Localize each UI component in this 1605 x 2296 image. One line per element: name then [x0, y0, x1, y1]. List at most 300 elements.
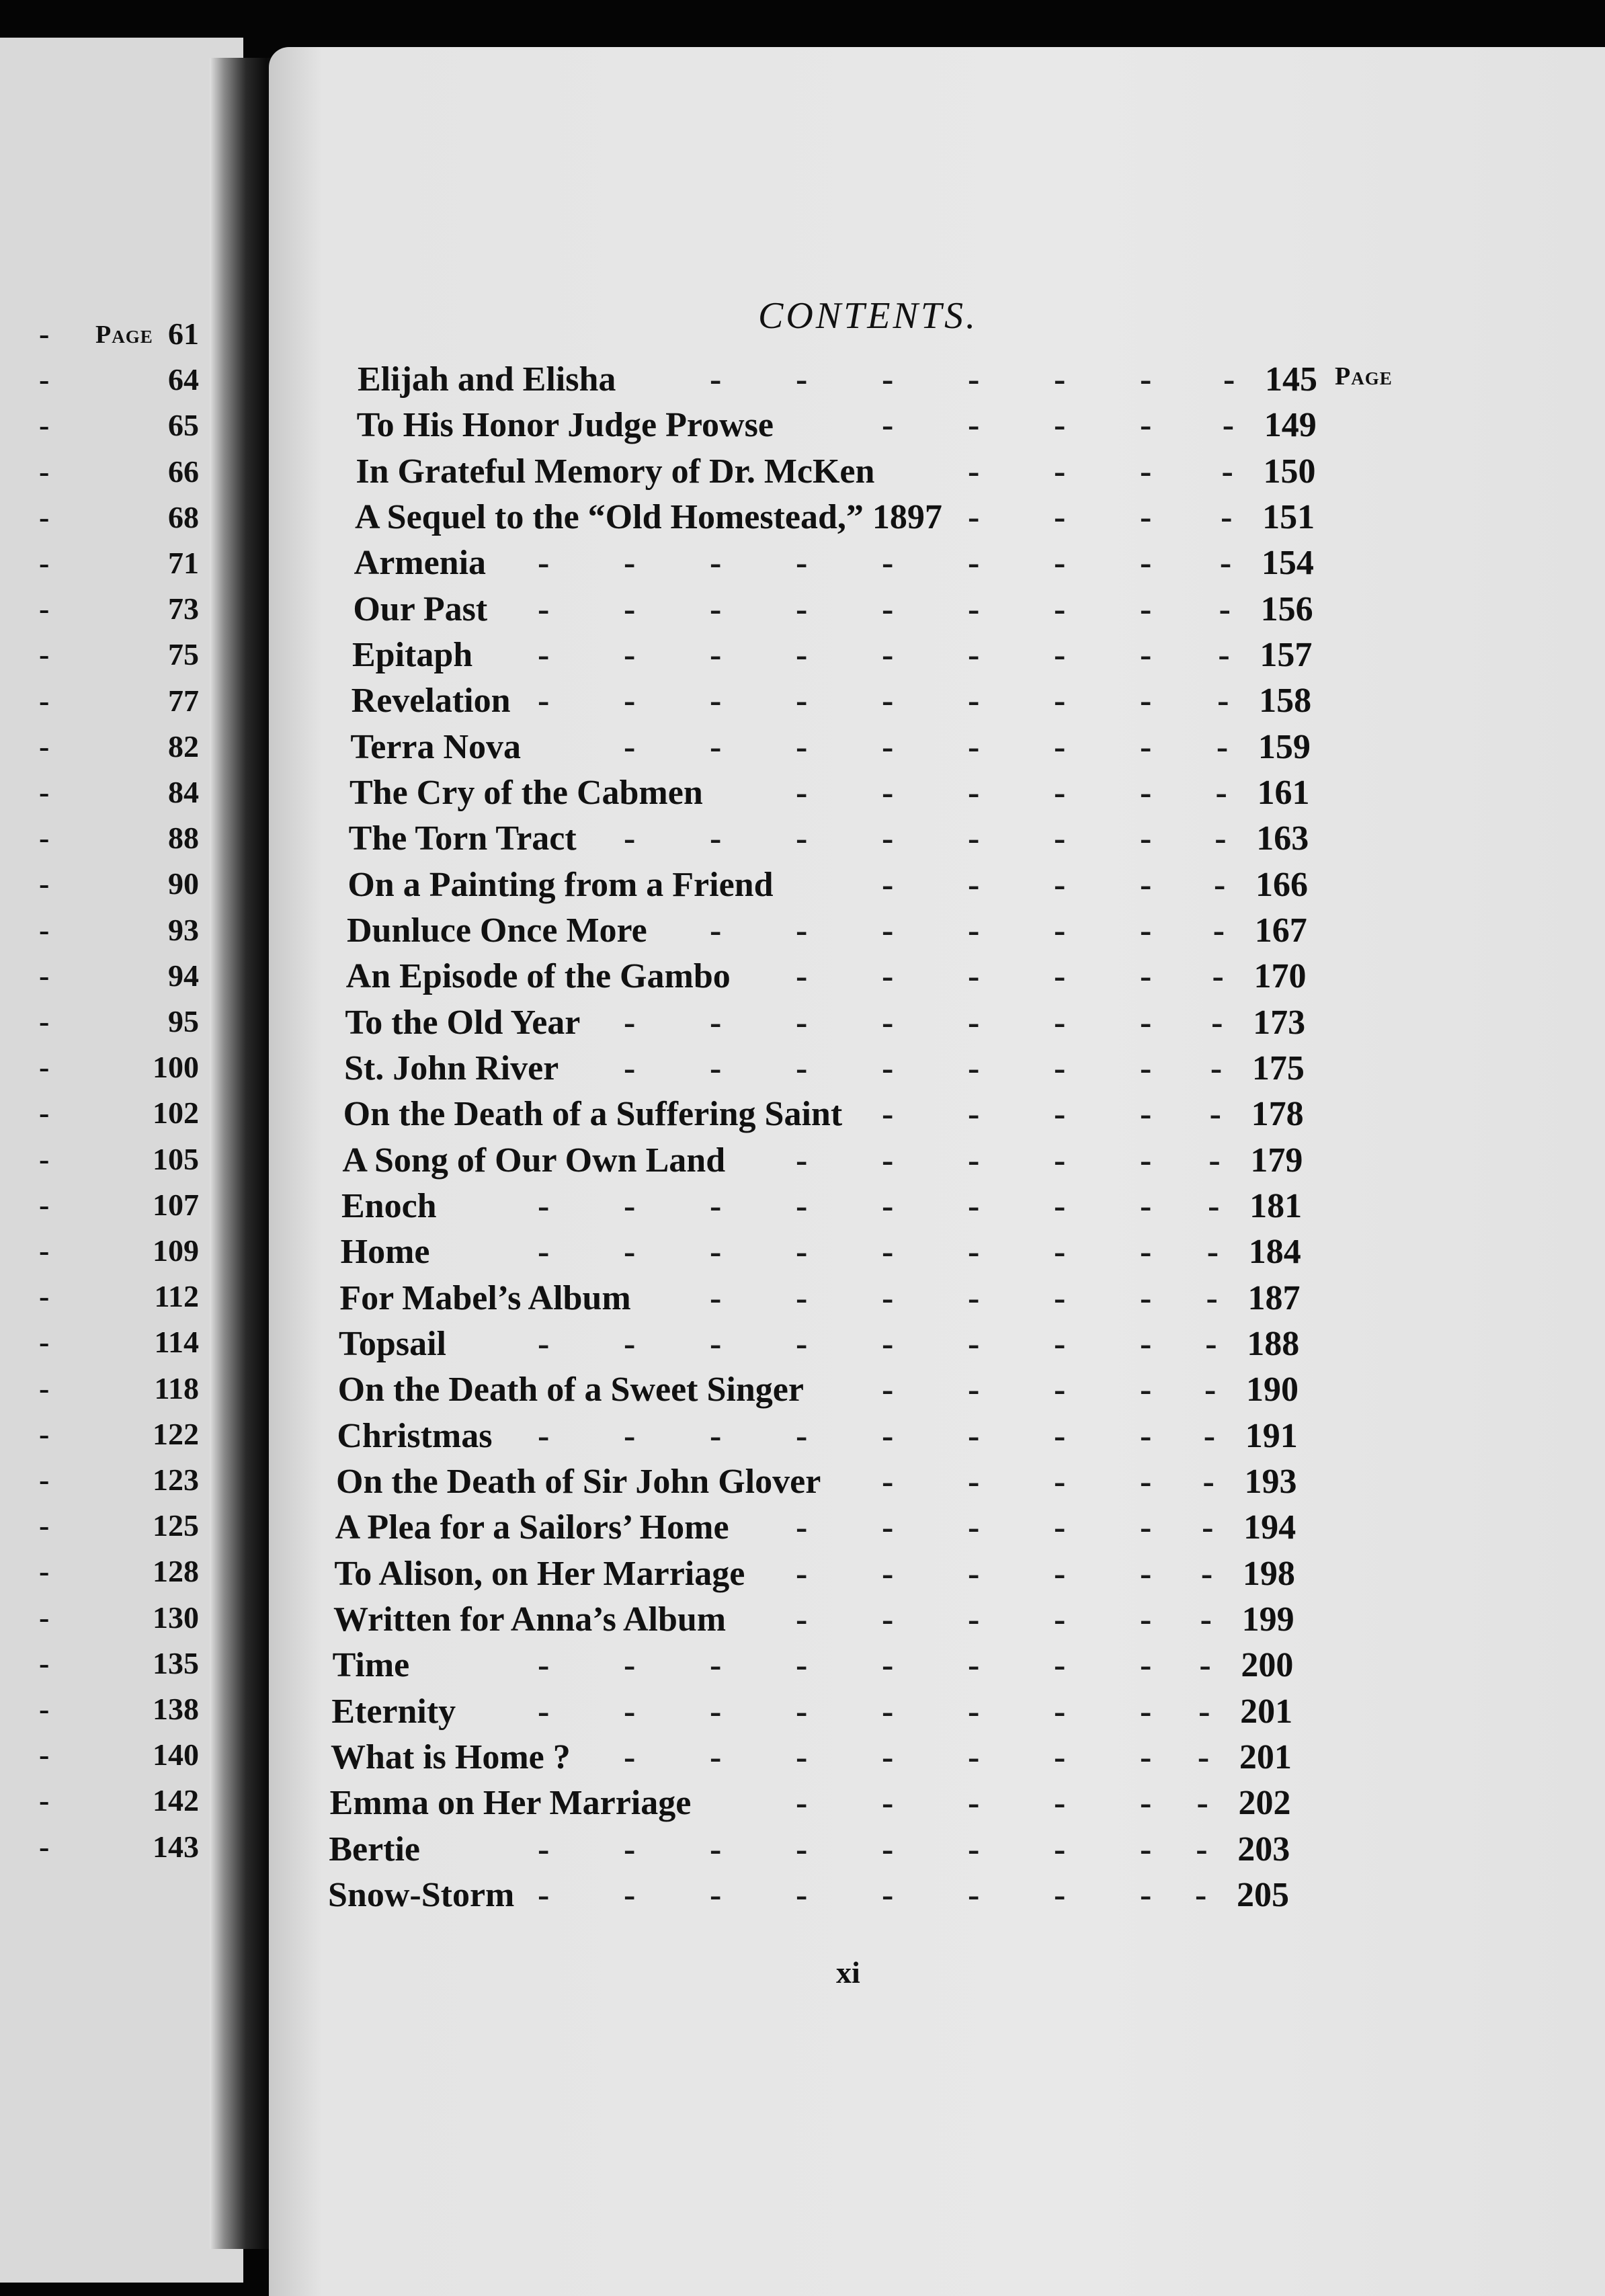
page-number: 114: [154, 1325, 199, 1360]
leader-dash: -: [1053, 1646, 1066, 1685]
leader-dots: [353, 587, 1313, 632]
toc-entry-page: 201: [1239, 1738, 1292, 1776]
leader-dash: -: [795, 544, 808, 583]
page-number: 118: [154, 1370, 199, 1405]
leader-dash: -: [624, 1738, 636, 1776]
leader-dash: -: [1053, 1554, 1066, 1593]
leader-dash: -: [1139, 1692, 1152, 1731]
leader-dash: -: [881, 819, 894, 858]
leader-dots: [338, 1367, 1299, 1413]
leader-dash: -: [1054, 1876, 1066, 1914]
toc-entry-title: Armenia: [354, 544, 487, 583]
toc-entry-page: 194: [1243, 1508, 1297, 1547]
leader-dash: -: [1054, 1738, 1066, 1776]
leader-dash: -: [968, 1876, 980, 1914]
leader-dots: [341, 1229, 1301, 1275]
leader-dash: -: [39, 317, 50, 351]
leader-dash: -: [39, 866, 50, 901]
leader-dash: -: [1197, 1738, 1210, 1776]
leader-dash: -: [881, 1784, 894, 1823]
leader-dash: -: [1139, 957, 1152, 996]
toc-entry-title: Revelation: [351, 682, 511, 721]
leader-dash: -: [710, 636, 722, 674]
leader-dash: -: [967, 1508, 980, 1547]
leader-dash: -: [1053, 1692, 1066, 1731]
leader-dash: -: [1139, 1416, 1152, 1455]
toc-entry-page: 187: [1247, 1278, 1301, 1317]
leader-dash: -: [795, 1141, 808, 1180]
leader-dash: -: [1139, 1095, 1152, 1134]
toc-entry: [339, 1276, 1300, 1321]
page-number: 90: [168, 866, 199, 901]
leader-dash: -: [709, 1233, 722, 1272]
page-number: 73: [168, 591, 199, 626]
leader-dash: -: [1202, 1463, 1215, 1501]
leader-dash: -: [1053, 1784, 1066, 1823]
leader-dash: -: [1140, 774, 1152, 812]
leader-dash: -: [537, 1646, 550, 1685]
toc-entry: [343, 1092, 1304, 1137]
leader-dash: -: [796, 1049, 808, 1088]
toc-entry-page: 203: [1237, 1830, 1290, 1869]
page-number: 68: [168, 499, 199, 534]
leader-dash: -: [796, 360, 808, 399]
leader-dash: -: [709, 589, 722, 628]
leader-dash: -: [795, 819, 808, 858]
leader-dash: -: [624, 1876, 636, 1914]
leader-dash: -: [967, 544, 980, 583]
leader-dash: -: [39, 1692, 50, 1726]
leader-dots: [345, 1000, 1305, 1046]
leader-dash: -: [1199, 1646, 1211, 1685]
leader-dash: -: [795, 1692, 808, 1731]
leader-dash: -: [881, 1278, 894, 1317]
toc-entry-page: 161: [1257, 774, 1310, 812]
leader-dash: -: [1053, 406, 1066, 445]
page-number: 88: [168, 821, 199, 856]
toc-entry-title: Eternity: [331, 1692, 456, 1731]
leader-dots: [331, 1735, 1292, 1780]
leader-dots: [333, 1643, 1294, 1688]
leader-dash: -: [39, 821, 50, 856]
leader-dash: -: [968, 1325, 980, 1363]
leader-dash: -: [1053, 819, 1066, 858]
leader-dash: -: [968, 360, 980, 399]
leader-dash: -: [39, 775, 50, 809]
leader-dash: -: [624, 1049, 636, 1088]
leader-dots: [331, 1689, 1292, 1735]
toc-entry-page: 175: [1251, 1049, 1305, 1088]
leader-dash: -: [39, 1370, 50, 1405]
toc-entry: [338, 1367, 1299, 1413]
leader-dash: -: [881, 1095, 894, 1134]
leader-dots: [350, 725, 1310, 770]
toc-entry: [358, 357, 1317, 403]
toc-entry-title: Home: [340, 1233, 430, 1272]
leader-dash: -: [1053, 1370, 1066, 1409]
toc-entry-title: On a Painting from a Friend: [347, 865, 774, 904]
toc-entry: [352, 632, 1312, 678]
leader-dash: -: [795, 1508, 808, 1547]
toc-entry: [341, 1229, 1301, 1275]
leader-dash: -: [968, 1049, 980, 1088]
leader-dash: -: [39, 1508, 50, 1543]
leader-dash: -: [538, 636, 550, 674]
toc-entry-page: 163: [1256, 819, 1309, 858]
leader-dots: [339, 1276, 1300, 1321]
toc-entry-title: Christmas: [337, 1416, 493, 1455]
page-number: 109: [153, 1233, 199, 1268]
toc-entry: [345, 1000, 1305, 1046]
leader-dots: [356, 449, 1315, 495]
toc-entry-title: Epitaph: [352, 636, 473, 674]
toc-entry-title: Emma on Her Marriage: [329, 1784, 692, 1823]
leader-dash: -: [1139, 406, 1152, 445]
leader-dash: -: [967, 1278, 980, 1317]
page-number: 122: [153, 1416, 199, 1451]
leader-dash: -: [1140, 1325, 1152, 1363]
leader-dash: -: [39, 683, 50, 718]
leader-dash: -: [709, 727, 722, 766]
leader-dash: -: [1139, 682, 1152, 721]
toc-entry-page: 202: [1238, 1784, 1291, 1823]
leader-dash: -: [881, 406, 894, 445]
leader-dash: -: [1139, 1830, 1152, 1869]
toc-entry: [353, 587, 1313, 632]
leader-dash: -: [968, 774, 980, 812]
leader-dash: -: [1140, 498, 1152, 536]
leader-dash: -: [967, 1416, 980, 1455]
toc-entry-title: For Mabel’s Album: [339, 1278, 631, 1317]
leader-dash: -: [882, 1325, 894, 1363]
leader-dash: -: [1213, 865, 1226, 904]
leader-dash: -: [1054, 1325, 1066, 1363]
page-number: 65: [168, 408, 199, 443]
leader-dots: [328, 1873, 1289, 1918]
leader-dots: [335, 1505, 1297, 1551]
leader-dash: -: [796, 1187, 808, 1225]
leader-dash: -: [796, 1325, 808, 1363]
leader-dash: -: [1054, 774, 1066, 812]
toc-entry: [341, 1184, 1302, 1229]
leader-dash: -: [795, 1003, 808, 1042]
leader-dash: -: [623, 589, 636, 628]
toc-entry: [347, 862, 1308, 908]
leader-dash: -: [39, 454, 50, 489]
leader-dash: -: [710, 360, 722, 399]
leader-dash: -: [623, 1233, 636, 1272]
leader-dots: [347, 862, 1308, 908]
toc-entry: [354, 540, 1314, 586]
page-number: 140: [153, 1737, 199, 1772]
leader-dash: -: [967, 1692, 980, 1731]
leader-dash: -: [882, 636, 894, 674]
leader-dash: -: [967, 1370, 980, 1409]
leader-dash: -: [1200, 1600, 1212, 1639]
leader-dash: -: [1054, 1600, 1066, 1639]
leader-dash: -: [538, 1876, 550, 1914]
leader-dash: -: [1140, 360, 1152, 399]
leader-dash: -: [967, 957, 980, 996]
leader-dash: -: [1140, 1187, 1152, 1225]
toc-entry-page: 170: [1253, 957, 1307, 996]
leader-dash: -: [1139, 1003, 1152, 1042]
leader-dash: -: [795, 682, 808, 721]
leader-dots: [343, 1092, 1304, 1137]
leader-dots: [347, 908, 1307, 954]
leader-dash: -: [709, 1416, 722, 1455]
leader-dash: -: [1221, 452, 1233, 491]
leader-dash: -: [709, 1278, 722, 1317]
leader-dash: -: [881, 1554, 894, 1593]
leader-dash: -: [39, 1783, 50, 1818]
toc-entry-title: To Alison, on Her Marriage: [334, 1554, 745, 1593]
leader-dash: -: [882, 360, 894, 399]
leader-dash: -: [537, 682, 550, 721]
toc-entry-page: 200: [1241, 1646, 1294, 1685]
leader-dash: -: [1053, 1508, 1066, 1547]
leader-dash: -: [538, 1325, 550, 1363]
leader-dash: -: [624, 1325, 636, 1363]
toc-entry-title: Dunluce Once More: [347, 911, 647, 950]
leader-dash: -: [1198, 1692, 1210, 1731]
leader-dash: -: [1139, 1508, 1152, 1547]
leader-dash: -: [1206, 1233, 1219, 1272]
leader-dash: -: [39, 1233, 50, 1268]
leader-dash: -: [623, 544, 636, 583]
leader-dash: -: [1221, 498, 1233, 536]
toc-entry-title: Our Past: [353, 589, 488, 628]
leader-dash: -: [967, 1646, 980, 1685]
leader-dash: -: [967, 1003, 980, 1042]
leader-dash: -: [39, 1141, 50, 1176]
leader-dash: -: [796, 774, 808, 812]
toc-entry: [355, 495, 1315, 540]
toc-entry-page: 150: [1263, 452, 1316, 491]
leader-dash: -: [1212, 957, 1224, 996]
leader-dash: -: [1140, 1463, 1152, 1501]
leader-dash: -: [710, 1738, 722, 1776]
leader-dash: -: [796, 1738, 808, 1776]
leader-dash: -: [537, 1416, 550, 1455]
page-number: 123: [153, 1463, 199, 1497]
leader-dash: -: [967, 452, 980, 491]
leader-dash: -: [795, 1554, 808, 1593]
leader-dash: -: [881, 1370, 894, 1409]
left-page-label: Page: [95, 321, 153, 349]
page-number: 102: [153, 1096, 199, 1131]
page-number: 138: [153, 1692, 199, 1726]
leader-dash: -: [881, 1003, 894, 1042]
leader-dash: -: [710, 1187, 722, 1225]
leader-dash: -: [1203, 1416, 1216, 1455]
leader-dash: -: [882, 774, 894, 812]
leader-dots: [334, 1551, 1295, 1597]
leader-dash: -: [796, 911, 808, 950]
leader-dash: -: [39, 546, 50, 580]
leader-dash: -: [1218, 636, 1230, 674]
leader-dash: -: [881, 1508, 894, 1547]
leader-dash: -: [1053, 865, 1066, 904]
leader-dash: -: [39, 1829, 50, 1864]
leader-dash: -: [795, 589, 808, 628]
leader-dash: -: [967, 1784, 980, 1823]
leader-dash: -: [39, 408, 50, 443]
toc-entry-title: On the Death of a Sweet Singer: [337, 1370, 804, 1409]
leader-dash: -: [881, 1692, 894, 1731]
toc-entry: [333, 1643, 1294, 1688]
leader-dash: -: [1053, 544, 1066, 583]
leader-dots: [346, 954, 1307, 999]
leader-dash: -: [1139, 1278, 1152, 1317]
leader-dash: -: [709, 819, 722, 858]
leader-dots: [352, 632, 1312, 678]
toc-entry: [349, 816, 1309, 862]
leader-dash: -: [39, 591, 50, 626]
leader-dash: -: [967, 1233, 980, 1272]
leader-dash: -: [39, 958, 50, 993]
leader-dash: -: [1217, 682, 1229, 721]
toc-entry-title: Snow-Storm: [328, 1876, 515, 1914]
leader-dash: -: [1208, 1141, 1221, 1180]
leader-dash: -: [1053, 957, 1066, 996]
leader-dash: -: [795, 727, 808, 766]
leader-dash: -: [1139, 819, 1152, 858]
leader-dash: -: [881, 957, 894, 996]
page-title: CONTENTS.: [758, 295, 978, 337]
leader-dash: -: [968, 636, 980, 674]
leader-dash: -: [709, 1003, 722, 1042]
leader-dash: -: [1140, 1600, 1152, 1639]
leader-dash: -: [537, 1692, 550, 1731]
leader-dash: -: [537, 1233, 550, 1272]
leader-dash: -: [1054, 498, 1066, 536]
leader-dash: -: [968, 1600, 980, 1639]
leader-dash: -: [1139, 1646, 1152, 1685]
leader-dash: -: [881, 682, 894, 721]
leader-dash: -: [39, 1554, 50, 1589]
leader-dash: -: [1209, 1095, 1221, 1134]
leader-dash: -: [537, 544, 550, 583]
page-number: 94: [168, 958, 199, 993]
leader-dash: -: [39, 1096, 50, 1131]
leader-dash: -: [967, 406, 980, 445]
leader-dash: -: [1212, 911, 1225, 950]
leader-dash: -: [39, 1279, 50, 1314]
leader-dots: [349, 816, 1309, 862]
toc-entry: [337, 1413, 1297, 1459]
leader-dash: -: [882, 1600, 894, 1639]
leader-dash: -: [1139, 589, 1152, 628]
leader-dash: -: [881, 1416, 894, 1455]
toc-entry: [328, 1873, 1289, 1918]
leader-dash: -: [1053, 1830, 1066, 1869]
leader-dash: -: [1200, 1554, 1213, 1593]
leader-dash: -: [1054, 1187, 1066, 1225]
leader-dash: -: [1139, 1554, 1152, 1593]
leader-dash: -: [967, 865, 980, 904]
leader-dash: -: [709, 682, 722, 721]
leader-dash: -: [1054, 911, 1066, 950]
leader-dash: -: [795, 957, 808, 996]
leader-dash: -: [881, 589, 894, 628]
leader-dash: -: [881, 865, 894, 904]
toc-entry-page: 205: [1237, 1876, 1289, 1914]
toc-entry-title: Topsail: [339, 1325, 446, 1363]
toc-entry-page: 198: [1242, 1554, 1295, 1593]
leader-dash: -: [795, 1784, 808, 1823]
leader-dots: [357, 403, 1317, 448]
toc-entry-page: 193: [1244, 1463, 1297, 1501]
toc-entry: [342, 1138, 1303, 1184]
toc-entry-title: Terra Nova: [350, 727, 522, 766]
leader-dots: [341, 1184, 1302, 1229]
leader-dash: -: [709, 1692, 722, 1731]
leader-dash: -: [623, 1003, 636, 1042]
leader-dash: -: [1223, 360, 1235, 399]
leader-dash: -: [1219, 589, 1231, 628]
toc-entry-title: Bertie: [329, 1830, 421, 1869]
page-folio: xi: [836, 1955, 860, 1990]
page-number: 130: [153, 1600, 199, 1635]
leader-dots: [355, 495, 1315, 540]
leader-dash: -: [795, 1830, 808, 1869]
leader-dash: -: [1053, 589, 1066, 628]
leader-dash: -: [39, 1416, 50, 1451]
toc-entry: [356, 449, 1315, 495]
page-number: 75: [168, 637, 199, 672]
leader-dash: -: [39, 637, 50, 672]
toc-entry-title: An Episode of the Gambo: [345, 957, 731, 996]
toc-entry-title: On the Death of Sir John Glover: [336, 1463, 821, 1501]
leader-dash: -: [967, 1830, 980, 1869]
leader-dash: -: [1139, 452, 1152, 491]
leader-dash: -: [967, 819, 980, 858]
toc-entry-page: 157: [1260, 636, 1313, 674]
page-number: 135: [153, 1645, 199, 1680]
toc-entry-title: On the Death of a Suffering Saint: [343, 1095, 843, 1134]
toc-entry-page: 173: [1253, 1003, 1306, 1042]
leader-dash: -: [1196, 1784, 1208, 1823]
toc-entry-page: 178: [1251, 1095, 1304, 1134]
leader-dash: -: [1053, 1141, 1066, 1180]
leader-dots: [329, 1827, 1290, 1873]
leader-dash: -: [537, 589, 550, 628]
toc-entry-page: 181: [1249, 1187, 1303, 1225]
leader-dash: -: [1140, 911, 1152, 950]
leader-dash: -: [623, 727, 636, 766]
leader-dash: -: [537, 1830, 550, 1869]
leader-dash: -: [39, 1050, 50, 1085]
leader-dash: -: [1215, 819, 1227, 858]
leader-dash: -: [882, 1738, 894, 1776]
page-number: 71: [168, 546, 199, 580]
leader-dash: -: [39, 1737, 50, 1772]
toc-entry-title: Enoch: [341, 1187, 437, 1225]
toc-entry-title: St. John River: [344, 1049, 559, 1088]
leader-dash: -: [1211, 1003, 1223, 1042]
leader-dash: -: [882, 911, 894, 950]
leader-dash: -: [1053, 1095, 1066, 1134]
leader-dots: [330, 1780, 1291, 1826]
leader-dash: -: [710, 1325, 722, 1363]
toc-entry-title: Written for Anna’s Album: [333, 1600, 727, 1639]
leader-dots: [337, 1413, 1297, 1459]
leader-dash: -: [1139, 865, 1152, 904]
leader-dots: [333, 1597, 1294, 1643]
leader-dash: -: [39, 912, 50, 947]
leader-dash: -: [710, 1876, 722, 1914]
